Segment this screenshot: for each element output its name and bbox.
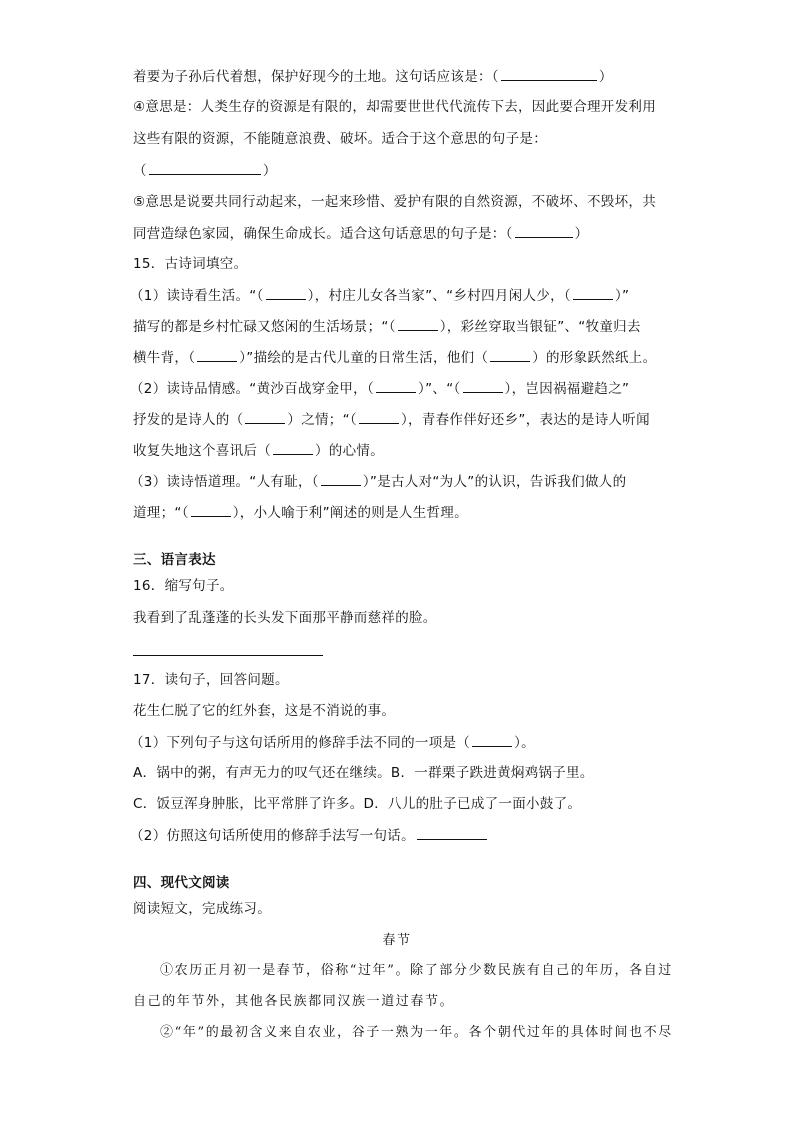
text-line: （1）读诗看生活。“（ ），村庄儿女各当家”、“乡村四月闲人少，（ ）” <box>130 285 629 306</box>
section-heading-language: 三、语言表达 <box>133 552 216 568</box>
text-line: 描写的都是乡村忙碌又悠闲的生活场景；“（ ），彩丝穿取当银钲”、“牧童归去 <box>133 316 641 337</box>
answer-blank[interactable] <box>573 285 613 300</box>
answer-blank[interactable] <box>463 378 503 393</box>
question-17-title: 17．读句子，回答问题。 <box>133 672 289 688</box>
text-line: （3）读诗悟道理。“人有耻，（ ）”是古人对“为人”的认识，告诉我们做人的 <box>130 471 626 492</box>
answer-blank[interactable] <box>321 471 361 486</box>
text-line: 这些有限的资源，不能随意浪费、破坏。适合于这个意思的句子是： <box>133 131 547 147</box>
answer-blank[interactable] <box>197 347 237 362</box>
answer-blank[interactable] <box>398 316 438 331</box>
passage-line: ②“年”的最初含义来自农业，谷子一熟为一年。各个朝代过年的具体时间也不尽 <box>160 1025 673 1040</box>
answer-blank[interactable] <box>501 66 597 81</box>
text-line: 我看到了乱蓬蓬的长头发下面那平静而慈祥的脸。 <box>133 610 437 626</box>
question-16-title: 16．缩写句子。 <box>133 578 234 594</box>
option-line-ab: A．锅中的粥，有声无力的叹气还在继续。B．一群栗子跌进黄焖鸡锅子里。 <box>133 765 594 781</box>
text-line: （1）下列句子与这句话所用的修辞手法不同的一项是（ ）。 <box>130 732 535 753</box>
text-line: ⑤意思是说要共同行动起来，一起来珍惜、爱护有限的自然资源，不破坏、不毁坏，共 <box>133 194 657 210</box>
answer-blank[interactable] <box>273 440 313 455</box>
text-line: 道理；“（ ），小人喻于利”阐述的则是人生哲理。 <box>133 502 468 523</box>
answer-blank[interactable] <box>149 160 261 175</box>
text-line: 阅读短文，完成练习。 <box>133 901 271 917</box>
text-line: （2）读诗品情感。“黄沙百战穿金甲，（ ）”、“（ ），岂因祸福避趋之” <box>130 378 629 399</box>
passage-line: ①农历正月初一是春节，俗称“过年”。除了部分少数民族有自己的年历，各自过 <box>160 963 673 978</box>
answer-blank[interactable] <box>490 347 530 362</box>
text-line: 横牛背，（ ）”描绘的是古代儿童的日常生活，他们（ ）的形象跃然纸上。 <box>133 347 656 368</box>
answer-blank[interactable] <box>266 285 306 300</box>
option-line-cd: C．饭豆浑身肿胀，比平常胖了许多。D．八儿的肚子已成了一面小鼓了。 <box>133 796 582 812</box>
text-line: 收复失地这个喜讯后（ ）的心情。 <box>133 440 384 461</box>
answer-blank[interactable] <box>191 502 231 517</box>
answer-blank[interactable] <box>515 223 573 238</box>
text-line: 花生仁脱了它的红外套，这是不消说的事。 <box>133 703 396 719</box>
answer-blank[interactable] <box>376 378 416 393</box>
answer-blank[interactable] <box>245 409 285 424</box>
section-heading-reading: 四、现代文阅读 <box>133 875 230 891</box>
answer-line[interactable] <box>133 655 323 656</box>
answer-blank[interactable] <box>417 825 487 840</box>
text-line: 同营造绿色家园，确保生命成长。适合这句话意思的句子是：（ ） <box>133 223 588 244</box>
passage-line: 自己的年节外，其他各民族都同汉族一道过春节。 <box>133 994 455 1009</box>
answer-blank[interactable] <box>359 409 399 424</box>
text-line: （ ） <box>133 160 277 181</box>
text-line: （2）仿照这句话所使用的修辞手法写一句话。 <box>130 825 489 846</box>
text-line: ④意思是：人类生存的资源是有限的，却需要世世代代流传下去，因此要合理开发利用 <box>133 99 657 115</box>
question-15-title: 15．古诗词填空。 <box>133 256 248 272</box>
text-line: 抒发的是诗人的（ ）之情；“（ ），青春作伴好还乡”，表达的是诗人听闻 <box>133 409 650 430</box>
answer-blank[interactable] <box>472 732 512 747</box>
text-line: 着要为子孙后代着想，保护好现今的土地。这句话应该是：（ ） <box>133 66 613 87</box>
passage-title: 春节 <box>382 933 412 948</box>
